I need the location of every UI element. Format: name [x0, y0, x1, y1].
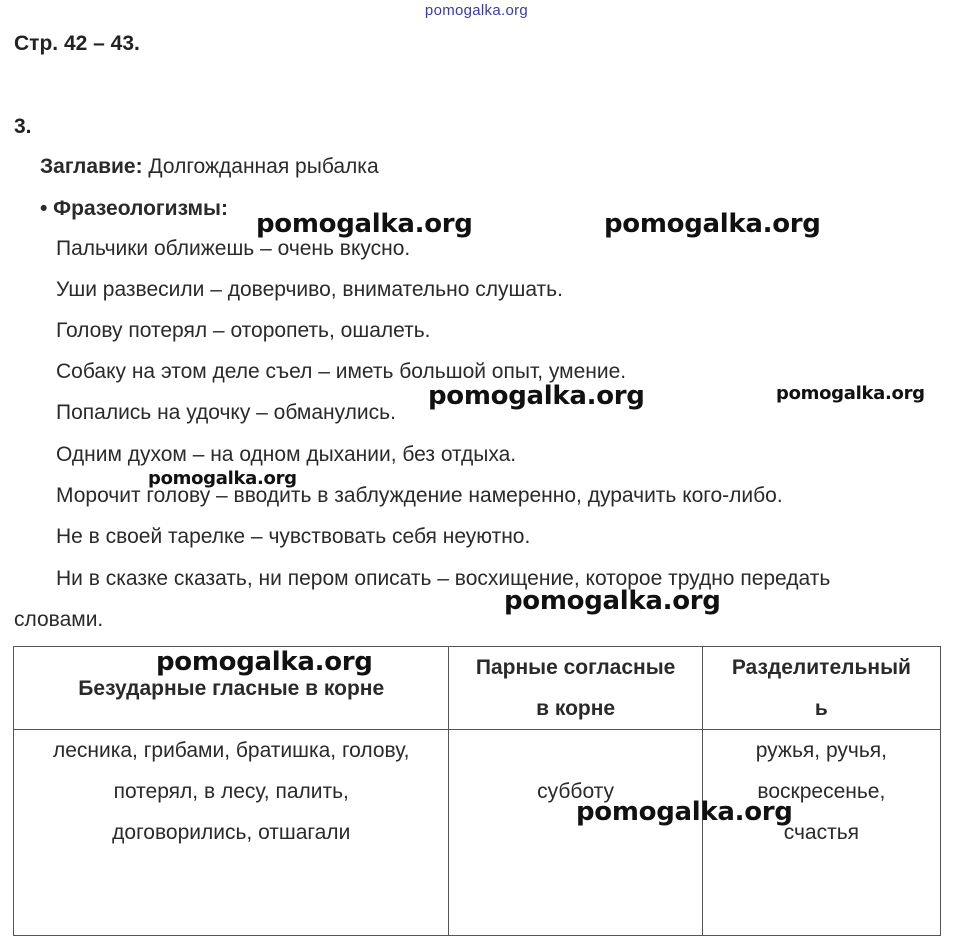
title-value: Долгожданная рыбалка	[142, 155, 379, 178]
watermark: pomogalka.org	[504, 586, 721, 616]
phraseology-heading: • Фразеологизмы:	[40, 197, 228, 220]
phrase-item: Голову потерял – оторопеть, ошалеть.	[56, 319, 431, 342]
watermark: pomogalka.org	[428, 381, 645, 411]
cell-line: потерял, в лесу, палить,	[113, 780, 349, 803]
spelling-table	[13, 646, 941, 936]
header-separating-soft-sign-line2: ь	[814, 697, 828, 720]
header-paired-consonants-line2: в корне	[536, 697, 616, 720]
phrase-item: Одним духом – на одном дыхании, без отдыха.	[56, 443, 517, 466]
cell-line: ружья, ручья,	[755, 739, 887, 762]
watermark-top: pomogalka.org	[424, 2, 529, 19]
cell-line: договорились, отшагали	[112, 821, 351, 844]
cell-line: субботу	[537, 780, 615, 803]
page-header: Стр. 42 – 43.	[14, 32, 140, 55]
phrase-item: Собаку на этом деле съел – иметь большой опыт, умение.	[56, 360, 627, 383]
watermark: pomogalka.org	[776, 383, 925, 404]
cell-line: воскресенье,	[757, 780, 886, 803]
phrase-item: Пальчики оближешь – очень вкусно.	[56, 237, 411, 260]
exercise-number: 3.	[14, 115, 32, 138]
table-header-row	[14, 647, 941, 730]
phrase-item-last-line2: словами.	[14, 608, 104, 631]
header-paired-consonants	[449, 647, 702, 730]
watermark: pomogalka.org	[148, 468, 297, 489]
watermark: pomogalka.org	[156, 647, 373, 677]
watermark: pomogalka.org	[256, 209, 473, 239]
cell-line: лесника, грибами, братишка, голову,	[52, 739, 410, 762]
phrase-item: Не в своей тарелке – чувствовать себя неуютно.	[56, 525, 531, 548]
cell-separating-soft-sign	[702, 730, 940, 936]
header-separating-soft-sign-line1: Разделительный	[731, 656, 911, 679]
table-row	[14, 730, 941, 936]
phrase-item-last-line1: Ни в сказке сказать, ни пером описать – восхищение, которое трудно передать	[56, 567, 831, 590]
title-line	[40, 155, 379, 179]
watermark: pomogalka.org	[604, 209, 821, 239]
cell-unstressed-vowels	[14, 730, 449, 936]
title-label: Заглавие:	[40, 155, 143, 178]
cell-line: счастья	[783, 821, 860, 844]
header-paired-consonants-line1: Парные согласные	[475, 656, 676, 679]
watermark: pomogalka.org	[576, 797, 793, 827]
phrase-item: Попались на удочку – обманулись.	[56, 401, 396, 424]
phrase-item: Морочит голову – вводить в заблуждение намеренно, дурачить кого-либо.	[56, 484, 783, 507]
phrase-item: Уши развесили – доверчиво, внимательно слушать.	[56, 278, 563, 301]
header-unstressed-vowels-text: Безударные гласные в корне	[78, 676, 385, 700]
header-separating-soft-sign	[702, 647, 940, 730]
cell-paired-consonants	[449, 730, 702, 936]
